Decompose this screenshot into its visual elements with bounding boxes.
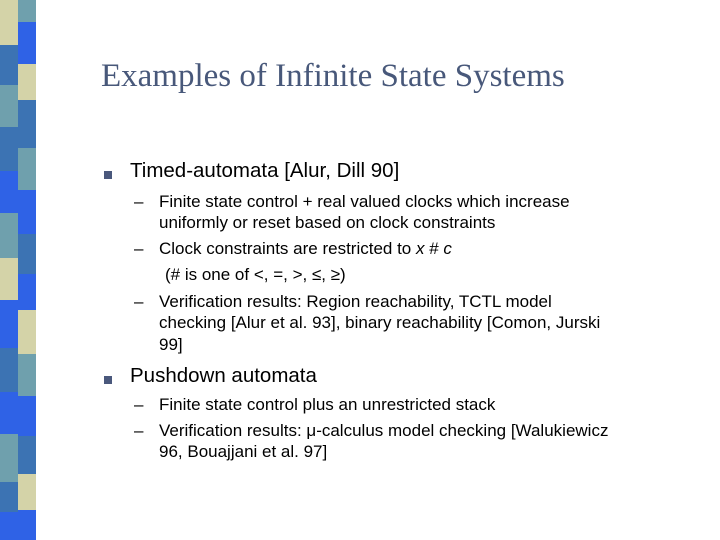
side-bar-segment — [18, 64, 36, 100]
sub-item-line: 96, Bouajjani et al. 97] — [159, 442, 328, 461]
dash-icon: – — [134, 192, 144, 211]
side-bar-segment — [0, 482, 18, 512]
sub-item-line: Finite state control plus an unrestricted stack — [159, 395, 496, 414]
dash-icon: – — [134, 292, 144, 311]
sub-item-line: 99] — [159, 335, 183, 354]
sub-item-line: (# is one of <, =, >, ≤, ≥) — [165, 265, 346, 284]
sub-item-line: Verification results: μ-calculus model checking [Walukiewicz — [159, 421, 609, 440]
side-bar-segment — [0, 258, 18, 300]
side-bar-segment — [18, 234, 36, 274]
side-bar-segment — [18, 100, 36, 148]
side-bar-segment — [18, 190, 36, 234]
side-bar-segment — [0, 127, 18, 171]
text-fragment: # — [424, 239, 444, 258]
side-bar-segment — [0, 434, 18, 482]
side-bar-segment — [18, 310, 36, 354]
side-bar-segment — [18, 436, 36, 474]
bullet-timed-automata: Timed-automata [Alur, Dill 90] — [130, 159, 400, 182]
side-bar-segment — [18, 274, 36, 310]
side-bar-segment — [0, 392, 18, 434]
sub-item-line: checking [Alur et al. 93], binary reachability [Comon, Jurski — [159, 313, 601, 332]
side-bar-segment — [18, 22, 36, 64]
side-bar-segment — [0, 85, 18, 127]
side-bar-segment — [0, 213, 18, 258]
side-bar-segment — [0, 512, 18, 540]
side-bar-segment — [0, 171, 18, 213]
dash-icon: – — [134, 239, 144, 258]
variable-c: c — [443, 239, 452, 258]
side-bar-segment — [0, 348, 18, 392]
dash-icon: – — [134, 395, 144, 414]
side-bar-segment — [18, 354, 36, 396]
side-bar-segment — [18, 510, 36, 540]
side-bar-segment — [0, 0, 18, 45]
variable-x: x — [415, 239, 425, 258]
side-bar-segment — [0, 300, 18, 348]
sub-item-clock-constraints — [159, 238, 452, 259]
sub-item-line: uniformly or reset based on clock constraints — [159, 213, 496, 232]
side-bar-segment — [18, 148, 36, 190]
side-bar-segment — [18, 396, 36, 436]
bullet-square-icon — [104, 376, 112, 384]
side-bar-segment — [0, 45, 18, 85]
slide-title: Examples of Infinite State Systems — [101, 58, 565, 94]
sub-item-line: Verification results: Region reachability, TCTL model — [159, 292, 552, 311]
sub-item-line: Finite state control + real valued clocks which increase — [159, 192, 570, 211]
bullet-square-icon — [104, 171, 112, 179]
dash-icon: – — [134, 421, 144, 440]
bullet-pushdown-automata: Pushdown automata — [130, 364, 317, 387]
side-bar-segment — [18, 474, 36, 510]
text-fragment: Clock constraints are restricted to — [159, 239, 416, 258]
side-bar-segment — [18, 0, 36, 22]
decorative-side-bar — [0, 0, 36, 540]
